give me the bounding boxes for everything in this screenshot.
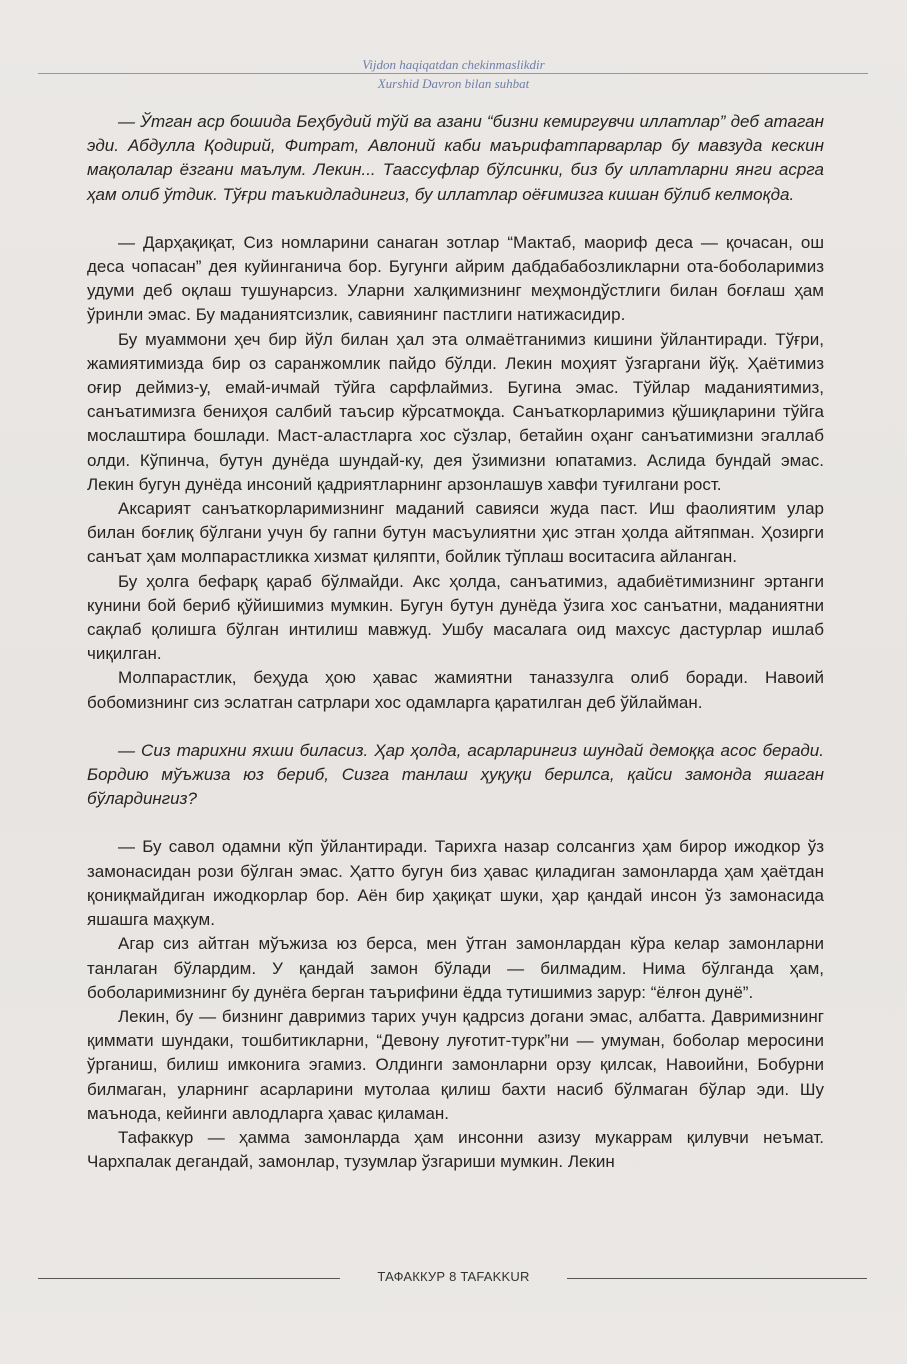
footer-rule-left bbox=[38, 1278, 340, 1279]
answer-paragraph: Лекин, бу — бизнинг давримиз тарих учун қадрсиз догани эмас, албатта. Давримизнинг қиммати шундаки, тошбитикларни, “Девону луғотит-турк”ни — умуман, боболар меросини ўрганиш, билиш имконига эгамиз. Олдинги замонларни орзу қилсак, Навоийни, Бобурни билмаган, уларнинг асарларини мутолаа қилиш бахти насиб бўлмаган бўлар эди. Шу маънода, кейинги авлодларга ҳавас қиламан. bbox=[87, 1006, 824, 1123]
footer-page-label: ТАФАККУР 8 TAFAKKUR bbox=[377, 1269, 530, 1284]
answer-paragraph: Аксарият санъаткорларимизнинг маданий савияси жуда паст. Иш фаолиятим улар билан боғлиқ бўлгани учун бу гапни бутун масъулиятни ҳис этган ҳолда айтяпман. Ҳозирги санъат ҳам молпарастликка хизмат қиляпти, бойлик тўплаш воситасига айланган. bbox=[87, 499, 824, 567]
answer-paragraph: Молпарастлик, беҳуда ҳою ҳавас жамиятни таназзулга олиб боради. Навоий бобомизнинг сиз эслатган сатрлари хос одамларга қаратилган деб ўйлайман. bbox=[87, 668, 824, 712]
page-footer bbox=[0, 1265, 907, 1295]
answer-paragraph: — Дарҳақиқат, Сиз номларини санаган зотлар “Мактаб, маориф деса — қочасан, ош деса чопасан” дея куйинганича бор. Бугунги айрим дабдабабозликларни ота-боболаримиз удуми деб оқлаш тушунарсиз. Уларни халқимизнинг меҳмондўстлиги билан боғлаш ҳам ўринли эмас. Бу маданиятсизлик, савиянинг пастлиги натижасидир. bbox=[87, 232, 824, 325]
answer-paragraph: Агар сиз айтган мўъжиза юз берса, мен ўтган замонлардан кўра келар замонларни танлаган бўлардим. У қандай замон бўлади — билмадим. Нима бўлганда ҳам, боболаримизнинг бу дунёга берган таърифини ёдда тутишимиз зарур: “ёлғон дунё”. bbox=[87, 934, 824, 1002]
header-subtitle: Xurshid Davron bilan suhbat bbox=[377, 76, 530, 91]
paragraph-gap bbox=[87, 811, 824, 835]
running-header bbox=[0, 55, 907, 110]
paragraph-gap bbox=[87, 715, 824, 739]
answer-paragraph: Бу ҳолга бефарқ қараб бўлмайди. Акс ҳолда, санъатимиз, адабиётимизнинг эртанги кунини бой бериб қўйишимиз мумкин. Бугун бутун дунёда ўзига хос санъатни, маданиятни сақлаб қолишга бўлган интилиш мавжуд. Ушбу масалага оид махсус дастурлар ишлаб чиқилган. bbox=[87, 571, 824, 664]
interview-question-2: — Сиз тарихни яхши биласиз. Ҳар ҳолда, асарларингиз шундай демоққа асос беради. Бордию мўъжиза юз бериб, Сизга танлаш ҳуқуқи берилса, қайси замонда яшаган бўлардингиз? bbox=[87, 740, 824, 809]
answer-paragraph: — Бу савол одамни кўп ўйлантиради. Тарихга назар солсангиз ҳам бирор ижодкор ўз замонасидан рози бўлган эмас. Ҳатто бугун биз ҳавас қиладиган замонларда ҳам ҳаётдан қониқмайдиган ижодкорлар бор. Аён бир ҳақиқат шуки, ҳар қандай инсон ўз замонасида яшашга маҳкум. bbox=[87, 837, 824, 930]
article-body bbox=[87, 110, 824, 1250]
footer-rule-right bbox=[567, 1278, 867, 1279]
answer-paragraph: Бу муаммони ҳеч бир йўл билан ҳал эта олмаётганимиз кишини ўйлантиради. Тўғри, жамиятимизда бир оз саранжомлик пайдо бўлди. Лекин моҳият ўзгаргани йўқ. Ҳаётимиз оғир деймиз-у, емай-ичмай тўйга сарфлаймиз. Бугина эмас. Тўйлар маданиятимиз, санъатимизга бениҳоя салбий таъсир кўрсатмоқда. Санъаткорларимиз қўшиқларини тўйга мослаштира бошлади. Маст-аластларга хос сўзлар, бетайин оҳанг санъатимизни эгаллаб олди. Кўпинча, бутун дунёда шундай-ку, дея ўзимизни юпатамиз. Аслида бундай эмас. Лекин бугун дунёда инсоний қадриятларнинг арзонлашув хавфи туғилгани рост. bbox=[87, 329, 824, 494]
interview-question-1: — Ўтган аср бошида Беҳбудий тўй ва азани “бизни кемиргувчи иллатлар” деб атаган эди. Абдулла Қодирий, Фитрат, Авлоний каби маърифатпарварлар бу мавзуда кескин мақолалар ёзгани маълум. Лекин... Таассуфлар бўлсинки, биз бу иллатларни янги асрга ҳам олиб ўтдик. Тўғри таъкидладингиз, бу иллатлар оёғимизга кишан бўлиб келмоқда. bbox=[87, 112, 824, 204]
header-title: Vijdon haqiqatdan chekinmaslikdir bbox=[362, 57, 545, 72]
answer-paragraph: Тафаккур — ҳамма замонларда ҳам инсонни азизу мукаррам қилувчи неъмат. Чархпалак дегандай, замонлар, тузумлар ўзгариши мумкин. Лекин bbox=[87, 1127, 824, 1172]
paragraph-gap bbox=[87, 207, 824, 231]
header-rule bbox=[38, 73, 868, 74]
